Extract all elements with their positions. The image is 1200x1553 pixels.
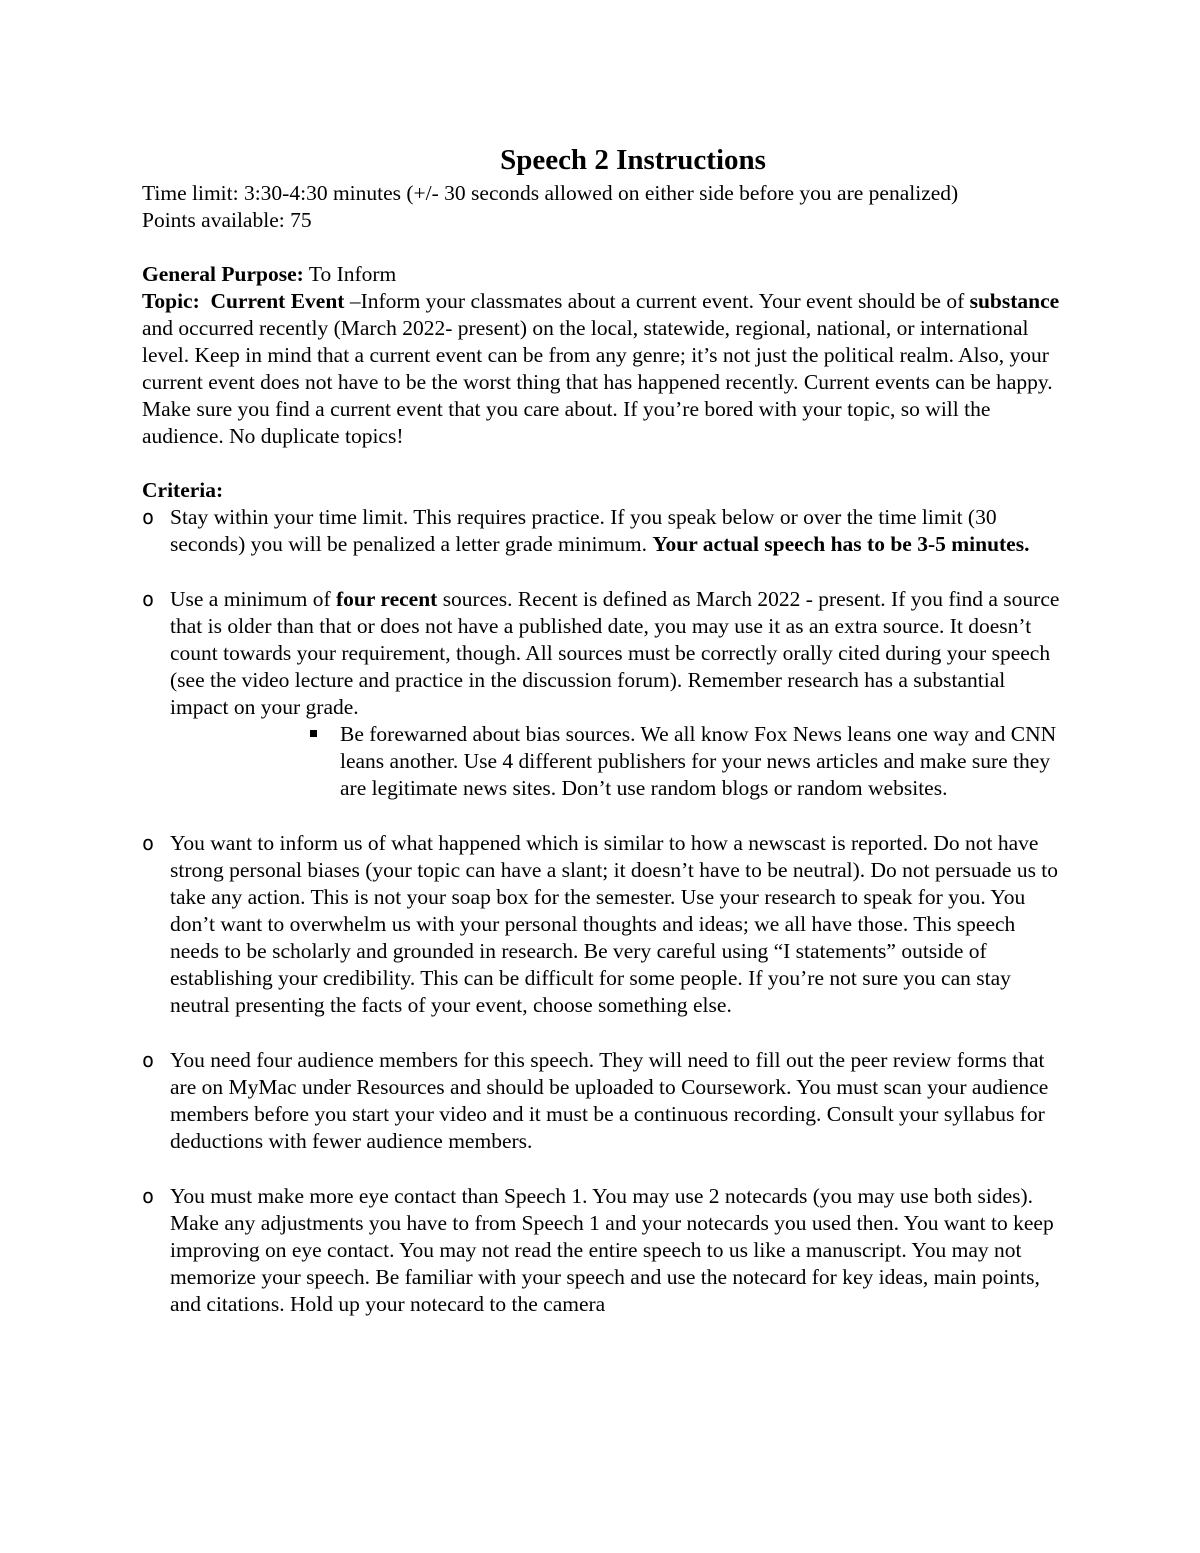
bullet-marker: o [142, 1048, 155, 1072]
criteria-item-sources-text-b: sources. Recent is defined as March 2022 - present. If you find a source that is older than that or does not have a published date, you may use it as an extra source. It doesn’t count towards your requirement, though. All sources must be correctly orally cited during your speech (see the video lecture and practice in the discussion forum). Remember research has a substantial impact on your grade. [170, 587, 1060, 719]
general-purpose-label: General Purpose: [142, 262, 304, 286]
criteria-sub-item-bias [310, 721, 1062, 802]
criteria-heading [142, 477, 1062, 504]
general-purpose-value: To Inform [303, 262, 397, 286]
criteria-item-time [142, 504, 1062, 558]
topic-substance: substance [969, 289, 1060, 313]
document-body [142, 140, 1062, 1318]
criteria-label: Criteria: [142, 478, 224, 502]
time-limit: Time limit: 3:30-4:30 minutes (+/- 30 seconds allowed on either side before you are penalized) [142, 181, 959, 205]
criteria-item-eye-contact-text: You must make more eye contact than Speech 1. You may use 2 notecards (you may use both sides). Make any adjustments you have to from Speech 1 and your notecards you used then. You want to keep improving on eye contact. You may not read the entire speech to us like a manuscript. You may not memorize your speech. Be familiar with your speech and use the notecard for key ideas, main points, and citations. Hold up your notecard to the camera [170, 1184, 1054, 1316]
bullet-marker: o [142, 1184, 155, 1208]
topic-event-label: Current Event [210, 289, 345, 313]
square-bullet-icon [310, 730, 317, 737]
topic-paragraph [142, 288, 1062, 450]
bullet-marker: o [142, 587, 155, 611]
points-available: Points available: 75 [142, 208, 312, 232]
criteria-item-sources-bold: four recent [336, 587, 438, 611]
criteria-item-inform-text: You want to inform us of what happened which is similar to how a newscast is reported. Do not have strong personal biases (your topic can have a slant; it doesn’t have to be neutral). Do not persuade us to take any action. This is not your soap box for the semester. Use your research to speak for you. You don’t want to overwhelm us with your personal thoughts and ideas; we all have those. This speech needs to be scholarly and grounded in research. Be very careful using “I statements” outside of establishing your credibility. This can be difficult for some people. If you’re not sure you can stay neutral presenting the facts of your event, choose something else. [170, 831, 1059, 1017]
criteria-item-audience [142, 1047, 1062, 1155]
page-title: Speech 2 Instructions [500, 144, 766, 176]
criteria-item-time-bold: Your actual speech has to be 3-5 minutes. [652, 532, 1030, 556]
criteria-item-inform [142, 830, 1062, 1019]
bullet-marker: o [142, 831, 155, 855]
topic-text-2: and occurred recently (March 2022- present) on the local, statewide, regional, national, or international level. Keep in mind that a current event can be from any genre; it’s not just the political realm. Also, your current event does not have to be the worst thing that has happened recently. Current events can be happy. Make sure you find a current event that you care about. If you’re bored with your topic, so will the audience. No duplicate topics! [142, 316, 1053, 448]
criteria-item-audience-text: You need four audience members for this speech. They will need to fill out the peer review forms that are on MyMac under Resources and should be uploaded to Coursework. You must scan your audience members before you start your video and it must be a continuous recording. Consult your syllabus for deductions with fewer audience members. [170, 1048, 1049, 1153]
bullet-marker: o [142, 505, 155, 529]
criteria-sub-item-bias-text: Be forewarned about bias sources. We all know Fox News leans one way and CNN leans another. Use 4 different publishers for your news articles and make sure they are legitimate news sites. Don’t use random blogs or random websites. [340, 722, 1057, 800]
topic-label: Topic: [142, 289, 200, 313]
criteria-item-time-text: Stay within your time limit. This requires practice. If you speak below or over the time limit (30 seconds) you will be penalized a letter grade minimum. [170, 505, 997, 556]
criteria-item-sources-text-a: Use a minimum of [170, 587, 337, 611]
topic-text-1: –Inform your classmates about a current event. Your event should be of [344, 289, 970, 313]
general-purpose [142, 261, 1062, 288]
criteria-list [142, 504, 1062, 1318]
criteria-item-sources [142, 586, 1062, 802]
criteria-item-eye-contact [142, 1183, 1062, 1318]
